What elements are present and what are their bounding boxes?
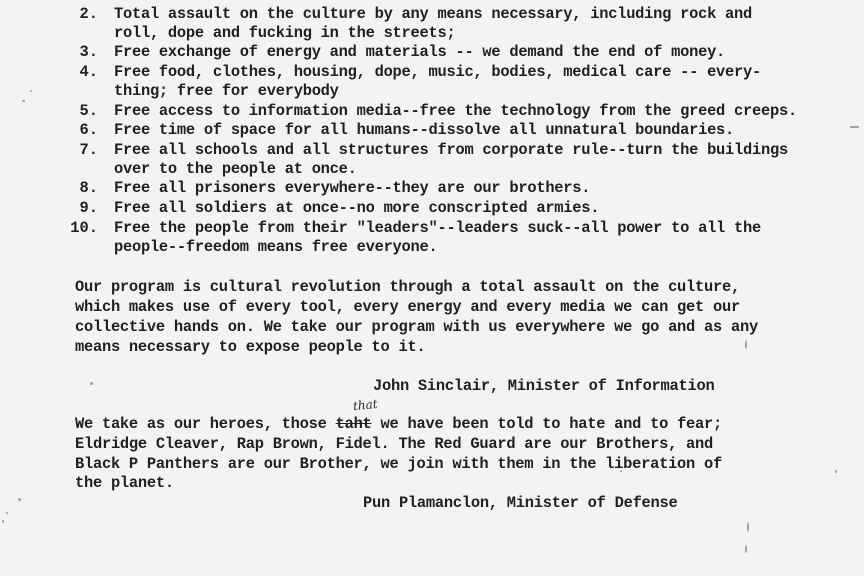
heroes-paragraph-line <box>75 415 722 434</box>
speck <box>22 100 25 102</box>
list-item-text: people--freedom means free everyone. <box>114 238 438 256</box>
signature-defense-minister: Pun Plamanclon, Minister of Defense <box>363 494 678 512</box>
list-number: 4. <box>79 63 98 81</box>
list-item-text: Total assault on the culture by any means necessary, including rock and <box>114 5 752 23</box>
program-paragraph-line: means necessary to expose people to it. <box>75 338 426 356</box>
heroes-paragraph-line: the planet. <box>75 474 174 492</box>
signature-information-minister: John Sinclair, Minister of Information <box>373 377 715 395</box>
list-number: 8. <box>79 179 98 197</box>
list-item-text: over to the people at once. <box>114 160 357 178</box>
speck <box>30 90 32 92</box>
heroes-paragraph-line: Eldridge Cleaver, Rap Brown, Fidel. The Red Guard are our Brothers, and <box>75 435 713 453</box>
struck-word: taht <box>335 415 372 433</box>
program-paragraph-line: Our program is cultural revolution through a total assault on the culture, <box>75 278 740 296</box>
list-item-text: Free all prisoners everywhere--they are our brothers. <box>114 179 591 197</box>
speck <box>18 498 21 501</box>
speck <box>835 470 837 473</box>
list-number: 7. <box>79 141 98 159</box>
list-number: 6. <box>79 121 98 139</box>
list-number: 5. <box>79 102 98 120</box>
list-item-text: thing; free for everybody <box>114 82 339 100</box>
list-number: 9. <box>79 199 98 217</box>
speck <box>6 512 8 514</box>
speck <box>747 522 749 532</box>
heroes-text-before: We take as our heroes, those <box>75 415 336 433</box>
list-item-text: Free access to information media--free the technology from the greed creeps. <box>114 102 797 120</box>
list-item-text: Free all soldiers at once--no more conscripted armies. <box>114 199 600 217</box>
list-item-text: Free time of space for all humans--dissolve all unnatural boundaries. <box>114 121 735 139</box>
speck <box>90 382 93 385</box>
list-number: 2. <box>79 5 98 23</box>
heroes-text-after: we have been told to hate and to fear; <box>371 415 722 433</box>
program-paragraph-line: collective hands on. We take our program with us everywhere we go and as any <box>75 318 758 336</box>
list-number: 3. <box>79 43 98 61</box>
speck <box>850 126 859 128</box>
list-item-text: Free exchange of energy and materials -- we demand the end of money. <box>114 43 726 61</box>
program-paragraph-line: which makes use of every tool, every energy and every media we can get our <box>75 298 740 316</box>
list-number: 10. <box>70 219 98 237</box>
list-item-text: Free food, clothes, housing, dope, music, bodies, medical care -- every- <box>114 63 761 81</box>
speck <box>745 340 747 349</box>
heroes-paragraph-line: Black P Panthers are our Brother, we join with them in the liberation of <box>75 455 722 473</box>
list-item-text: roll, dope and fucking in the streets; <box>114 24 456 42</box>
handwritten-correction: that <box>352 396 379 414</box>
list-item-text: Free all schools and all structures from corporate rule--turn the buildings <box>114 141 788 159</box>
list-item-text: Free the people from their "leaders"--leaders suck--all power to all the <box>114 219 761 237</box>
speck <box>2 520 4 523</box>
speck <box>745 545 747 553</box>
